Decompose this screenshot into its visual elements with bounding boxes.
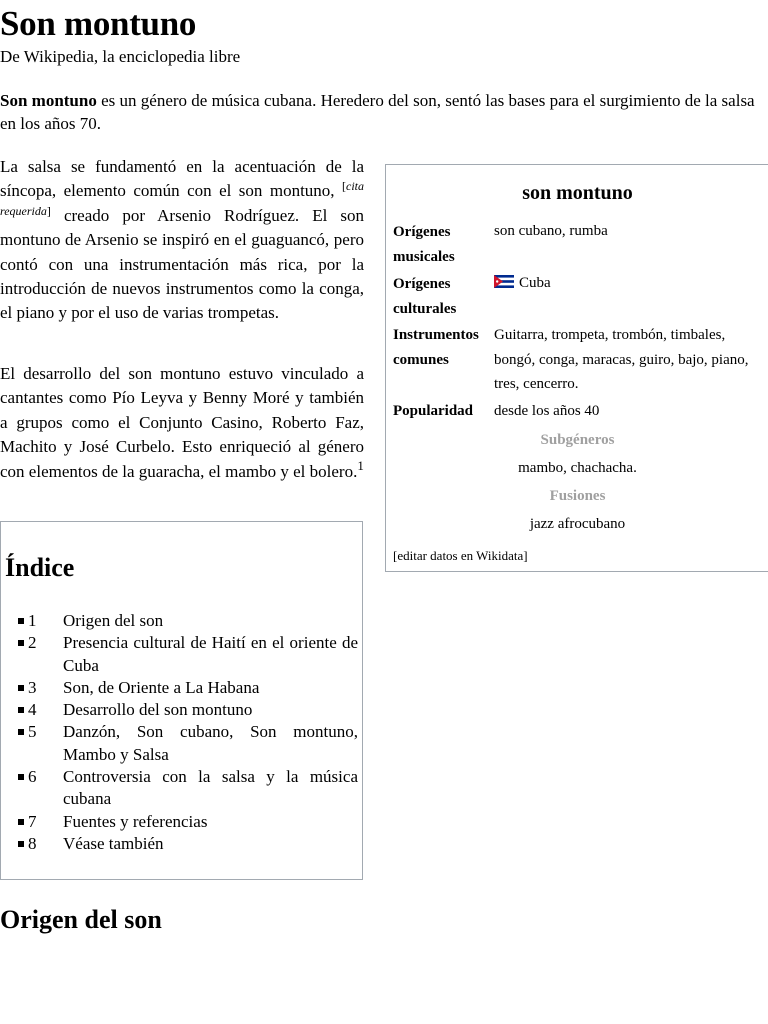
toc-item-text[interactable]: Son, de Oriente a La Habana (63, 677, 260, 697)
infobox-value-cuba[interactable]: Cuba (519, 275, 551, 291)
toc-item-text[interactable]: Presencia cultural de Haití en el oriente de Cuba (63, 633, 358, 675)
infobox-label-line: comunes (393, 351, 449, 368)
citation-needed-text[interactable]: cita requerida (0, 179, 364, 218)
toc-item-text[interactable]: Véase también (63, 833, 164, 853)
infobox-value-popularidad: desde los años 40 (494, 403, 600, 419)
toc-item[interactable] (18, 811, 358, 833)
table-of-contents (0, 521, 363, 880)
toc-item[interactable] (18, 833, 358, 855)
infobox-label-line: Orígenes (393, 224, 451, 240)
citation-needed-link[interactable]: [cita requerida] (0, 179, 364, 218)
toc-item-text[interactable]: Controversia con la salsa y la música cubana (63, 767, 358, 809)
toc-item[interactable] (18, 766, 358, 811)
toc-item[interactable] (18, 610, 358, 632)
lead-text: es un género de música cubana. Heredero del son, sentó las bases para el surgimiento de la salsa en los años 70. (0, 91, 755, 133)
toc-item-number[interactable]: 2 (28, 633, 37, 653)
infobox-subgeneros-value[interactable]: mambo, chachacha. (518, 460, 637, 476)
infobox-title: son montuno (522, 182, 633, 204)
infobox-fusiones-value[interactable]: jazz afrocubano (529, 516, 626, 532)
toc-item-number[interactable]: 8 (28, 833, 37, 853)
toc-item[interactable] (18, 699, 358, 721)
infobox (385, 164, 768, 572)
toc-item-number[interactable]: 7 (28, 811, 37, 831)
toc-item-text[interactable]: Origen del son (63, 611, 164, 630)
lead-bold-term: Son montuno (0, 91, 97, 110)
toc-item-text[interactable]: Desarrollo del son montuno (63, 700, 253, 720)
infobox-subgeneros-header: Subgéneros (540, 432, 615, 448)
toc-item[interactable] (18, 677, 358, 699)
page-tagline: De Wikipedia, la enciclopedia libre (0, 47, 241, 66)
infobox-label-origenes-culturales (393, 272, 456, 321)
toc-item-number[interactable]: 4 (28, 700, 37, 720)
body-paragraph-1 (0, 155, 364, 326)
infobox-value-instrumentos-comunes[interactable]: Guitarra, trompeta, trombón, timbales, bongó, conga, maracas, guiro, bajo, piano, tres, cencerro. (494, 327, 749, 392)
infobox-label-line: Popularidad (393, 403, 474, 419)
infobox-fusiones-header: Fusiones (549, 488, 606, 504)
infobox-value-origenes-culturales[interactable] (494, 271, 764, 296)
edit-wikidata-link[interactable]: [editar datos en Wikidata] (393, 548, 528, 563)
toc-item-text[interactable]: Danzón, Son cubano, Son montuno, Mambo y Salsa (63, 722, 358, 764)
para1-text-after: creado por Arsenio Rodríguez. El son montuno de Arsenio se inspiró en el guaguancó, pero contó con una instrumentación más rica, por la introducción de nuevos instrumentos como la conga, el piano y por el uso de varias trompetas. (0, 205, 364, 323)
para2-text: El desarrollo del son montuno estuvo vinculado a cantantes como Pío Leyva y Benny Moré y también a grupos como el Conjunto Casino, Roberto Faz, Machito y José Curbelo. Esto enriqueció al género con elementos de la guaracha, el mambo y el bolero. (0, 364, 364, 481)
infobox-value-origenes-musicales[interactable]: son cubano, rumba (494, 223, 608, 239)
section-heading-origen-del-son: Origen del son (0, 905, 162, 934)
body-paragraph-2 (0, 362, 364, 484)
toc-item-number[interactable]: 6 (28, 767, 37, 787)
toc-title: Índice (5, 553, 75, 582)
reference-link-1[interactable]: 1 (357, 457, 364, 473)
lead-paragraph (0, 89, 768, 135)
toc-item[interactable] (18, 632, 358, 677)
infobox-label-instrumentos-comunes (393, 323, 479, 372)
infobox-label-line: Orígenes (393, 276, 451, 292)
page-title: Son montuno (0, 4, 197, 43)
toc-item-number[interactable]: 3 (28, 677, 37, 697)
para1-text-before: La salsa se fundamentó en la acentuación de la síncopa, elemento común con el son montuno, (0, 157, 364, 201)
toc-item-text[interactable]: Fuentes y referencias (63, 811, 208, 831)
toc-item-number[interactable]: 1 (28, 611, 37, 630)
toc-item-number[interactable]: 5 (28, 722, 37, 742)
infobox-label-popularidad (393, 399, 473, 424)
infobox-label-line: musicales (393, 248, 455, 265)
cuba-flag-icon (494, 275, 514, 288)
infobox-label-line: culturales (393, 300, 457, 317)
infobox-label-origenes-musicales (393, 220, 455, 269)
infobox-label-line: Instrumentos (393, 327, 479, 343)
toc-list (18, 610, 358, 855)
toc-item[interactable] (18, 721, 358, 766)
